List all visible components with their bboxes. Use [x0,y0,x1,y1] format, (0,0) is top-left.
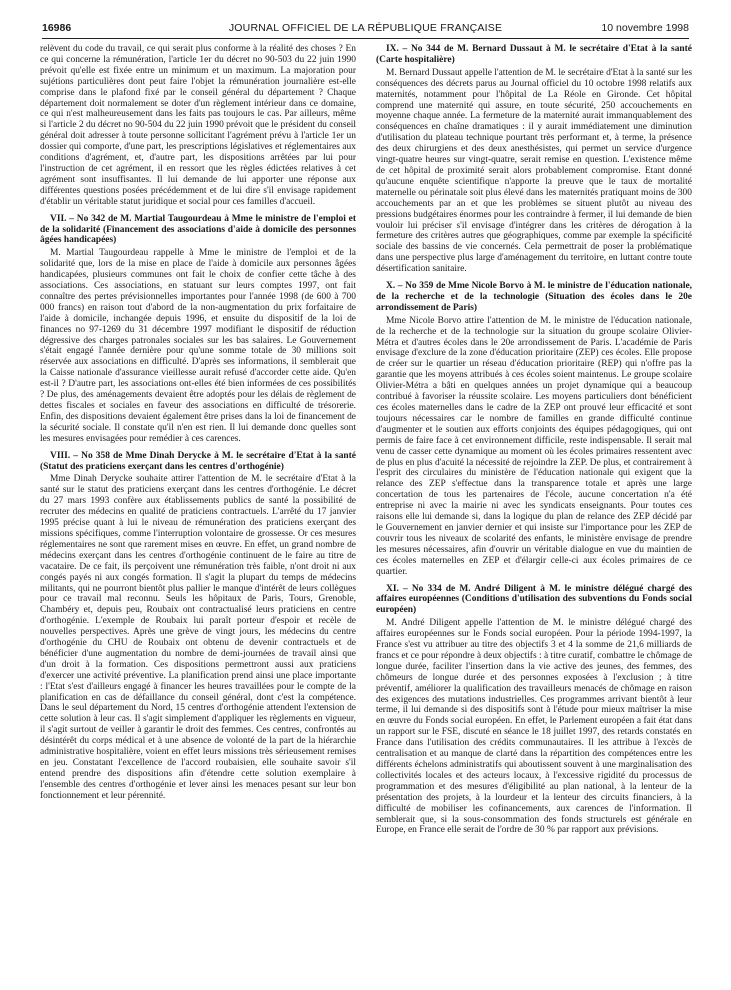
journal-title: JOURNAL OFFICIEL DE LA RÉPUBLIQUE FRANÇAISE [228,22,503,34]
page-number: 16986 [42,22,72,34]
question-334-body: M. André Diligent appelle l'attention de M. le ministre délégué chargé des affaires européennes sur le Fonds social européen. Pour la période 1994-1997, la France s'est vu attribuer au titre des objectifs 3 et 4 la somme de 21,6 milliards de francs et ce pour répondre à deux objectifs : à titre curatif, combattre le chômage de longue durée, faciliter l'insertion dans la vie active des jeunes, des femmes, des chômeurs de longue durée et des personnes exposées à l'exclusion ; à titre préventif, améliorer la qualification des travailleurs menacés de chômage en raison des exigences des mutations industrielles. Ces programmes arrivant bientôt à leur terme, il lui demande si des dispositifs sont à l'étude pour mieux maîtriser la mise en œuvre du Fonds social européen. En effet, le Parlement européen a fait état dans un rapport sur le FSE, discuté en séance le 18 juillet 1997, des retards constatés en France dans l'utilisation des crédits communautaires. Il les attribue à l'excès de centralisation et au manque de clarté dans la répartition des compétences entre les différents échelons administratifs qui aboutissent souvent à une marginalisation des collectivités locales et des acteurs locaux, à l'excessive rigidité du processus de programmation et des mesures d'éligibilité au plan national, à la lenteur de la présentation des projets, à la lourdeur et la lenteur des circuits financiers, à la difficulté de mobiliser les cofinancements, aux carences de l'information. Il semblerait que, si la sous-consommation des fonds structurels est générale en Europe, en France elle serait de l'ordre de 30 % par rapport aux prévisions. [376,618,693,836]
question-334-title: XI. – No 334 de M. André Diligent à M. le ministre délégué chargé des affaires européennes (Conditions d'utilisation des subventions du Fonds social européen) [376,583,692,616]
question-358-body: Mme Dinah Derycke souhaite attirer l'attention de M. le secrétaire d'Etat à la santé sur le statut des praticiens exerçant dans les centres d'orthogénie. Le décret du 27 mars 1993 confère aux établissements publics de santé la possibilité de recruter des médecins en qualité de praticiens contractuels. L'arrêté du 17 janvier 1995 précise quant à lui le niveau de rémunération des praticiens exerçant des missions spécifiques, comme l'interruption volontaire de grossesse. Or ces mesures réglementaires ne sont que rarement mises en œuvre. En effet, un grand nombre de médecins exerçant dans les centres d'orthogénie continuent de le faire au titre de vacataire. De ce fait, ils perçoivent une rémunération très faible, n'ont droit ni aux congés payés ni aux congés formation. Il s'agit la plupart du temps de médecins militants, qui ne pourront bientôt plus pallier le manque d'intérêt de leurs collègues pour ce travail mal reconnu. Seuls les hôpitaux de Paris, Tours, Grenoble, Chambéry et, depuis peu, Roubaix ont contractualisé leurs praticiens en centre d'orthogénie. L'exemple de Roubaix lui paraît porteur d'espoir et recèle de nouvelles perspectives. Après une grève de vingt jours, les médecins du centre d'orthogénie du CHU de Roubaix ont obtenu de devenir contractuels et de bénéficier d'une augmentation du nombre de demi-journées de travail ainsi que d'un droit à la formation. Ces dispositions permettront aussi aux praticiens d'exercer une activité préventive. La planification prend ainsi une place importante : l'Etat s'est d'ailleurs engagé à financer les heures travaillées pour le compte de la planification en cas de défaillance du conseil général, dont c'est la compétence. Dans le seul département du Nord, 15 centres d'orthogénie attendent l'extension de cette solution à leur cas. Il s'agit simplement d'appliquer les règlements en vigueur, il s'agit surtout de veiller à garantir le droit des femmes. Ces centres, confrontés au désintérêt du corps médical et à une absence de volonté de la part de la hiérarchie administrative hospitalière, voient en effet leurs missions très sérieusement remises en jeu. Constatant l'excellence de l'accord roubaisien, elle souhaite savoir s'il entend prendre des dispositions afin d'étendre cette solution exemplaire à l'ensemble des centres d'orthogénie et lever ainsi les menaces pesant sur leur bon fonctionnement et leur pérennité. [40,474,356,801]
issue-date: 10 novembre 1998 [601,22,689,34]
question-344-title: IX. – No 344 de M. Bernard Dussaut à M. le secrétaire d'Etat à la santé (Carte hospitalière) [376,44,692,65]
question-344-body: M. Bernard Dussaut appelle l'attention de M. le secrétaire d'Etat à la santé sur les conséquences des décrets parus au Journal officiel du 10 octobre 1998 relatifs aux maternités, notamment pour l'hôpital de La Réole en Gironde. Cet hôpital comprend une maternité qui assure, en toute sécurité, 250 accouchements en moyenne chaque année. La fermeture de la maternité aurait immanquablement des conséquences en chaîne dramatiques : il y aurait immédiatement une diminution d'utilisation du plateau technique pourtant très performant et, à terme, la présence des deux chirurgiens et des deux anesthésistes, qui permet un service d'urgence vingt-quatre heures sur vingt-quatre, serait remise en question. L'existence même de cet hôpital de proximité serait alors probablement compromise. Etant donné qu'aucune enquête scientifique n'apporte la preuve que le taux de mortalité maternelle ou périnatale soit plus élevé dans les maternités pratiquant moins de 300 accouchements par an et que les problèmes se situent plutôt au niveau des pressions budgétaires énormes pour les contraindre à fermer, il lui demande de bien vouloir lui préciser s'il envisage d'intégrer dans les critères de dérogation à la fermeture des critères autres que géographiques, comme par exemple la spécificité sociale des bassins de vie concernés. Cela permettrait de poser la problématique dans une perspective plus large d'aménagement du territoire, en luttant contre toute désertification sanitaire. [376,67,692,275]
question-342-body: M. Martial Taugourdeau rappelle à Mme le ministre de l'emploi et de la solidarité que, lors de la mise en place de l'aide à domicile aux personnes âgées handicapées, plusieurs communes ont fait le choix de confier cette tâche à des associations. Ces associations, en statuant sur leurs comptes 1997, ont fait connaître des pertes prévisionnelles importantes pour l'année 1998 (de 600 à 700 000 francs) en raison tout d'abord de la non-augmentation du prix forfaitaire de l'aide à domicile, inchangée depuis 1996, et ensuite du dispositif de la loi de finances no 97-1269 du 31 décembre 1997 modifiant le dispositif de réduction dégressive des charges patronales sociales sur les bas salaires. Le Gouvernement s'était engagé l'année dernière pour qu'une somme totale de 30 millions soit réservée aux associations en difficulté. D'après ses informations, il semblerait que la Caisse nationale d'assurance vieillesse aurait refusé d'accorder cette aide. Qu'en est-il ? D'autre part, les associations ont-elles été bien informées de ces possibilités ? De plus, des aménagements devaient être adoptés pour les délais de règlement de dettes fiscales et sociales en faveur des associations en difficulté de trésorerie. Enfin, des dispositions devaient également être prises dans la loi de financement de la sécurité sociale. Il constate qu'il n'en est rien. Il lui demande donc quelles sont les mesures envisagées pour remédier à ces carences. [40,248,356,444]
question-359-title: X. – No 359 de Mme Nicole Borvo à M. le ministre de l'éducation nationale, de la recherche et de la technologie (Situation des écoles dans le 20e arrondissement de Paris) [376,281,692,313]
header-rule [42,38,689,39]
right-column [376,44,692,837]
page-header [42,22,689,38]
question-358-title: VIII. – No 358 de Mme Dinah Derycke à M. le secrétaire d'Etat à la santé (Statut des praticiens exerçant dans les centres d'orthogénie) [40,450,356,472]
question-342-title: VII. – No 342 de M. Martial Taugourdeau à Mme le ministre de l'emploi et de la solidarité (Financement des associations d'aide à domicile des personnes âgées handicapées) [40,213,356,246]
question-359-body: Mme Nicole Borvo attire l'attention de M. le ministre de l'éducation nationale, de la recherche et de la technologie sur la situation du groupe scolaire Olivier-Métra et d'autres écoles dans le 20e arrondissement de Paris. L'académie de Paris envisage d'exclure de la zone d'éducation prioritaire (ZEP) ces écoles. Elle propose de créer sur le quartier un réseau d'éducation prioritaire (REP) qui n'offre pas la garantie que les moyens attribués à ces écoles soient maintenus. Le groupe scolaire Olivier-Métra a bâti en quelques années un projet dynamique qui a beaucoup contribué à favoriser la réussite scolaire. Les moyens particuliers dont bénéficient ces écoles maternelles dans le cadre de la ZEP ont prouvé leur efficacité et sont toujours nécessaires car le nombre de familles en grande difficulté continue d'augmenter et le soutien aux efforts conjoints des équipes pédagogiques, qui ont permis de faire face à cet environnement difficile, reste indispensable. Il serait mal venu de casser cette dynamique au moment où les écoles primaires ressentent avec de plus en plus d'acuité la nécessité de rejoindre la ZEP. De plus, et contrairement à l'esprit des circulaires du ministère de l'éducation nationale qui exigent que la relance des ZEP s'effectue dans la transparence totale et après une large concertation de tous les partenaires de l'école, aucune concertation n'a été entreprise ni avec la mairie ni avec les syndicats enseignants. Pour toutes ces raisons elle lui demande si, dans la logique du plan de relance des ZEP décidé par le Gouvernement en janvier dernier et qui insiste sur l'importance pour les ZEP de couvrir tous les niveaux de scolarité des enfants, le ministère envisage de prendre les mesures nécessaires, afin d'ouvrir un véritable dialogue en vue du maintien de ces écoles maternelles en ZEP et d'élargir celle-ci aux écoles primaires de ce quartier. [376,315,692,577]
left-column [40,44,356,803]
continued-question-text: relèvent du code du travail, ce qui serait plus conforme à la réalité des choses ? En ce qui concerne la rémunération, l'article 1er du décret no 90-503 du 22 juin 1990 prévoit qu'elle est fixée entre un minimum et un maximum. La majoration pour sujétions particulières dont peut faire l'objet la rémunération journalière est-elle comprise dans le plafond fixé par le conseil général du département ? Chaque département doit normalement se doter d'un règlement intérieur dans ce domaine, ce qui n'est malheureusement dans les faits pas toujours le cas. Par ailleurs, même si l'article 2 du décret no 90-504 du 22 juin 1990 prévoit que le président du conseil général doit adresser à toute personne sollicitant l'agrément prévu à l'article 1er un dossier qui comporte, d'une part, les prescriptions législatives et réglementaires aux conditions d'agrément, et, d'autre part, les dispositions arrêtées par lui pour l'instruction de cet agrément, il en ressort que les règles édictées relatives à cet agrément sont insuffisantes. Il lui demande de lui apporter une réponse aux différentes questions posées précédemment et de lui dire s'il envisage rapidement d'établir un véritable statut juridique et social pour ces familles d'accueil. [40,44,356,207]
